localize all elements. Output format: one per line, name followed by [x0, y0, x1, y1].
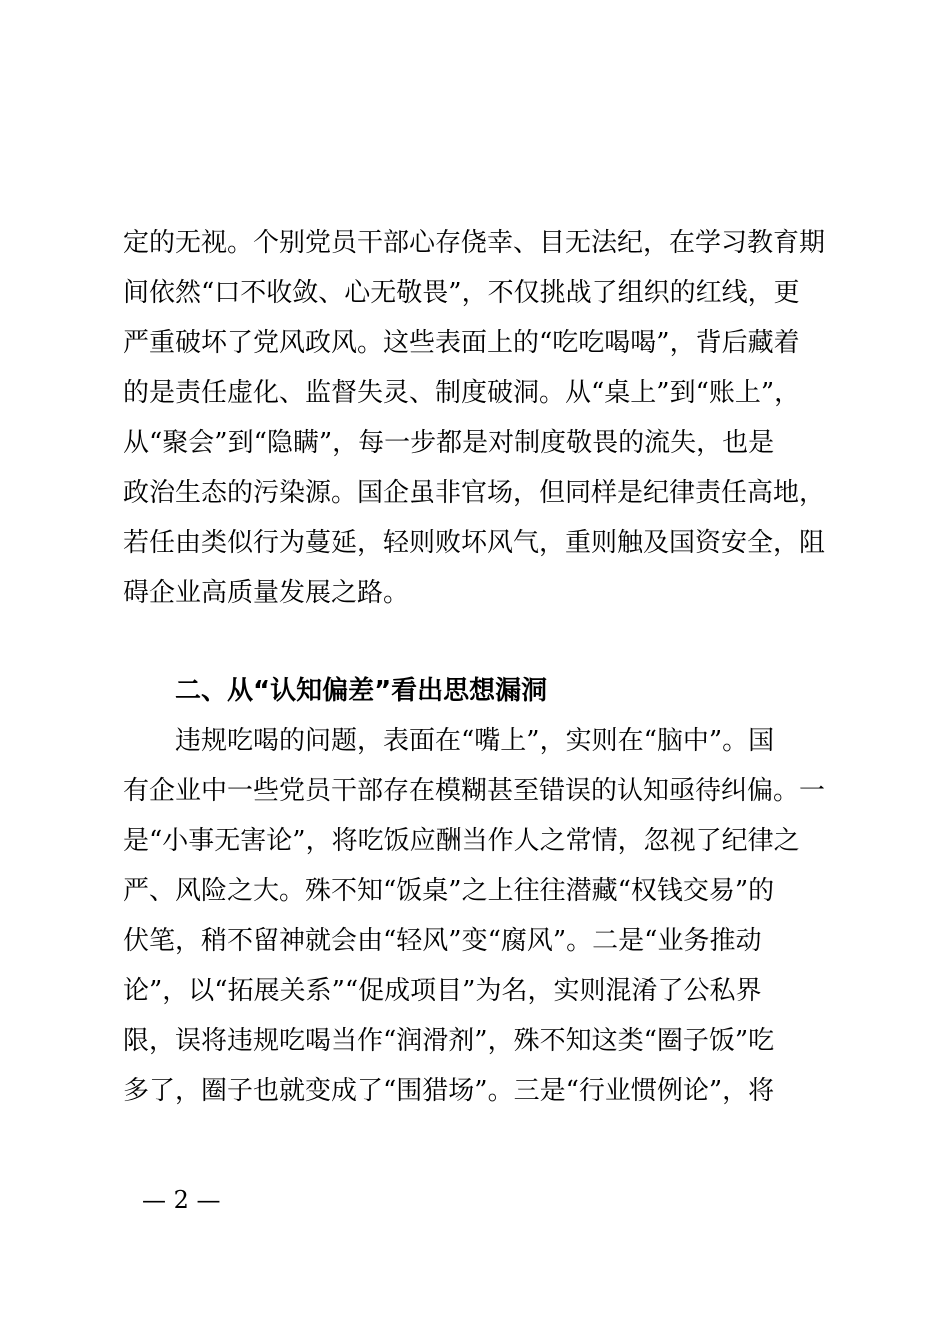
paragraph-line: 是“小事无害论”，将吃饭应酬当作人之常情，忽视了纪律之: [123, 826, 800, 856]
body-paragraph-2: [123, 716, 833, 1116]
paragraph-line: 政治生态的污染源。国企虽非官场，但同样是纪律责任高地，: [123, 478, 826, 508]
paragraph-line: 伏笔，稍不留神就会由“轻风”变“腐风”。二是“业务推动: [123, 926, 762, 956]
paragraph-line: 论”，以“拓展关系”“促成项目”为名，实则混淆了公私界: [123, 976, 762, 1006]
paragraph-line: 的是责任虚化、监督失灵、制度破洞。从“桌上”到“账上”，: [123, 378, 801, 408]
paragraph-line: 间依然“口不收敛、心无敬畏”，不仅挑战了组织的红线，更: [123, 278, 800, 308]
paragraph-line: 碍企业高质量发展之路。: [123, 578, 410, 608]
paragraph-line: 若任由类似行为蔓延，轻则败坏风气，重则触及国资安全，阻: [123, 528, 826, 558]
paragraph-line: 严重破坏了党风政风。这些表面上的“吃吃喝喝”，背后藏着: [123, 328, 800, 358]
body-paragraph-1: [123, 218, 833, 618]
paragraph-line: 多了，圈子也就变成了“围猎场”。三是“行业惯例论”，将: [123, 1076, 775, 1106]
paragraph-line: 定的无视。个别党员干部心存侥幸、目无法纪，在学习教育期: [123, 228, 826, 258]
paragraph-line: 有企业中一些党员干部存在模糊甚至错误的认知亟待纠偏。一: [123, 776, 826, 806]
page-number: — 2 —: [142, 1186, 221, 1214]
paragraph-line: 从“聚会”到“隐瞒”，每一步都是对制度敬畏的流失，也是: [123, 428, 775, 458]
paragraph-line: 限，误将违规吃喝当作“润滑剂”，殊不知这类“圈子饭”吃: [123, 1026, 775, 1056]
paragraph-line: 违规吃喝的问题，表面在“嘴上”，实则在“脑中”。国: [175, 726, 775, 756]
paragraph-line: 严、风险之大。殊不知“饭桌”之上往往潜藏“权钱交易”的: [123, 876, 775, 906]
section-heading: 二、从“认知偏差”看出思想漏洞: [175, 676, 548, 706]
